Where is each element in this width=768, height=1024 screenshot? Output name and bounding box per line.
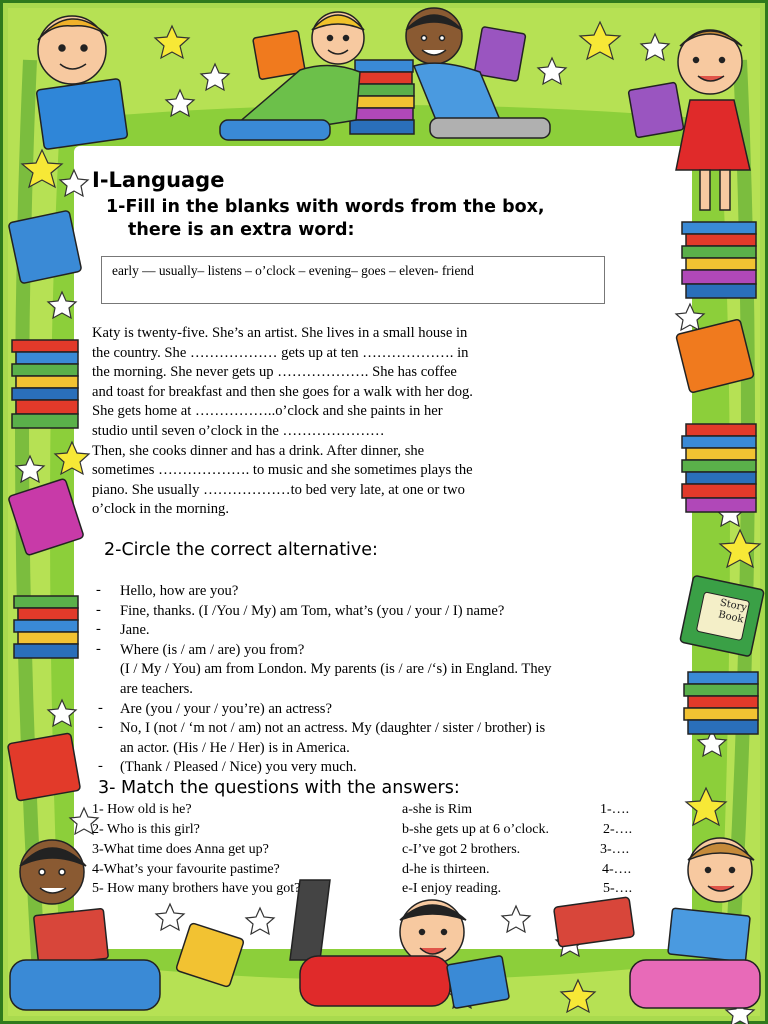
exercise1-title-line1: 1-Fill in the blanks with words from the box, [106,197,545,217]
answer-e: e-I enjoy reading. [402,881,502,896]
passage-line: piano. She usually ………………to bed very late, at one or two [92,481,465,498]
story-book-label-line1: Story [718,597,748,614]
dialogue-line: an actor. (His / He / Her) is in America. [120,739,350,756]
dialogue-line: No, I (not / ‘m not / am) not an actress. My (daughter / sister / brother) is [120,720,546,737]
answer-slot-2: 2-…. [603,822,633,837]
dialogue-line: Fine, thanks. (I /You / My) am Tom, what’s (you / your / I) name? [120,602,505,619]
question-1: 1- How old is he? [92,802,192,817]
bullet-dash: - [98,719,103,736]
answer-d: d-he is thirteen. [402,862,490,877]
answer-slot-4: 4-…. [602,862,632,877]
answer-a: a-she is Rim [402,802,472,817]
passage-line: sometimes ………………. to music and she sometimes plays the [92,462,473,479]
dialogue-line: Where (is / am / are) you from? [120,641,305,658]
passage [92,324,592,520]
passage-line: Then, she cooks dinner and has a drink. After dinner, she [92,442,425,459]
answer-c: c-I’ve got 2 brothers. [402,842,521,857]
exercise3-title: 3- Match the questions with the answers: [98,778,460,798]
dialogue-line: (Thank / Pleased / Nice) you very much. [120,759,357,776]
bullet-dash: - [96,621,101,638]
passage-line: the country. She ……………… gets up at ten ………………. in [92,344,469,361]
dialogue-line: Hello, how are you? [120,583,239,599]
answer-slot-1: 1-…. [600,802,630,817]
book-stack-icon [14,596,78,658]
section-title: I-Language [92,168,225,192]
book-stack-icon [12,340,78,428]
bullet-dash: - [96,582,101,598]
question-3: 3-What time does Anna get up? [92,842,269,857]
question-2: 2- Who is this girl? [92,822,200,837]
answer-b: b-she gets up at 6 o’clock. [402,822,549,837]
passage-line: Katy is twenty-five. She’s an artist. She lives in a small house in [92,325,468,341]
book-stack-icon [682,424,756,512]
answer-slot-3: 3-…. [600,842,630,857]
story-book-label-line2: Book [717,609,745,626]
word-box [101,256,605,304]
passage-line: o’clock in the morning. [92,501,229,518]
passage-line: and toast for breakfast and then she goes for a walk with her dog. [92,383,473,400]
passage-line: the morning. She never gets up ………………. She has coffee [92,364,457,381]
bullet-dash: - [98,699,103,716]
dialogue-line: Jane. [120,622,150,639]
dialogue-line: are teachers. [120,680,193,697]
question-5: 5- How many brothers have you got? [92,881,301,896]
exercise2-dialogue [120,582,680,778]
book-stack-icon [684,672,758,734]
book-stack-icon [682,222,756,298]
exercise2-title: 2-Circle the correct alternative: [104,540,378,560]
passage-line: studio until seven o’clock in the ………………… [92,422,385,439]
dialogue-line: (I / My / You) am from London. My parents (is / are /‘s) in England. They [120,661,552,678]
bullet-dash: - [96,640,101,657]
exercise1-title-line2: there is an extra word: [128,220,355,240]
bullet-dash: - [96,601,101,618]
passage-line: She gets home at ……………..o’clock and she paints in her [92,403,443,420]
question-4: 4-What’s your favourite pastime? [92,862,280,877]
answer-slot-5: 5-…. [603,881,633,896]
bullet-dash: - [98,758,103,775]
dialogue-line: Are (you / your / you’re) an actress? [120,700,332,717]
word-box-text: early — usually– listens – o’clock – evening– goes – eleven- friend [112,263,474,278]
